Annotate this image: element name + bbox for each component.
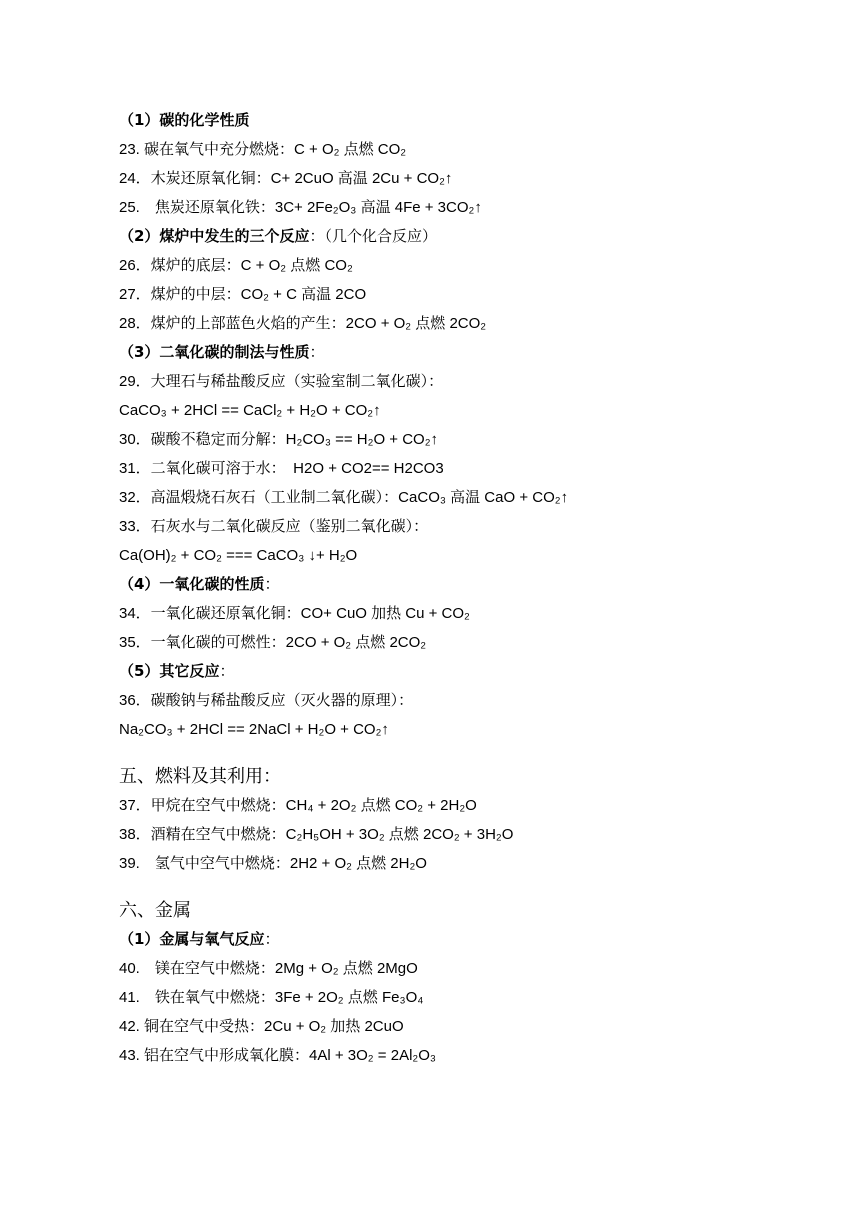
section-gap bbox=[119, 878, 819, 896]
equation-line: 23. 碳在氧气中充分燃烧：C + O₂ 点燃 CO₂ bbox=[119, 141, 407, 158]
subsection-title: （2）煤炉中发生的三个反应 bbox=[119, 227, 310, 245]
equation-line: 38．酒精在空气中燃烧：C₂H₅OH + 3O₂ 点燃 2CO₂ + 3H₂O bbox=[119, 826, 514, 843]
equation-line: 27．煤炉的中层：CO₂ + C 高温 2CO bbox=[119, 286, 367, 303]
subsection-note: ： bbox=[219, 662, 235, 680]
equation-line: 35．一氧化碳的可燃性：2CO + O₂ 点燃 2CO₂ bbox=[119, 634, 427, 651]
subsection-heading bbox=[119, 338, 819, 367]
equation-line: CaCO₃ + 2HCl == CaCl₂ + H₂O + CO₂↑ bbox=[119, 402, 381, 419]
equation-line: 26．煤炉的底层：C + O₂ 点燃 CO₂ bbox=[119, 257, 353, 274]
subsection-note: ：（几个化合反应） bbox=[309, 227, 437, 245]
document-page bbox=[119, 106, 819, 1070]
section-heading: 六、金属 bbox=[119, 900, 191, 921]
equation-line: 40. 镁在空气中燃烧：2Mg + O₂ 点燃 2MgO bbox=[119, 960, 418, 977]
section-gap bbox=[119, 744, 819, 762]
equation-line: 32．高温煅烧石灰石（工业制二氧化碳）：CaCO₃ 高温 CaO + CO₂↑ bbox=[119, 489, 569, 506]
subsection-note: ： bbox=[309, 343, 325, 361]
subsection-title: （5）其它反应 bbox=[119, 662, 220, 680]
section-heading: 五、燃料及其利用： bbox=[119, 766, 281, 787]
subsection-heading bbox=[119, 222, 819, 251]
subsection-heading bbox=[119, 925, 819, 954]
equation-line: 37．甲烷在空气中燃烧：CH₄ + 2O₂ 点燃 CO₂ + 2H₂O bbox=[119, 797, 477, 814]
equation-line: 39. 氢气中空气中燃烧：2H2 + O₂ 点燃 2H₂O bbox=[119, 855, 427, 872]
subsection-note: ： bbox=[264, 575, 280, 593]
equation-line: 34．一氧化碳还原氧化铜：CO+ CuO 加热 Cu + CO₂ bbox=[119, 605, 470, 622]
equation-line: 28．煤炉的上部蓝色火焰的产生：2CO + O₂ 点燃 2CO₂ bbox=[119, 315, 487, 332]
equation-line: Ca(OH)₂ + CO₂ === CaCO₃ ↓+ H₂O bbox=[119, 547, 358, 564]
equation-line: Na₂CO₃ + 2HCl == 2NaCl + H₂O + CO₂↑ bbox=[119, 721, 389, 738]
equation-line: 25. 焦炭还原氧化铁：3C+ 2Fe₂O₃ 高温 4Fe + 3CO₂↑ bbox=[119, 199, 482, 216]
subsection-heading bbox=[119, 657, 819, 686]
equation-line: 30．碳酸不稳定而分解：H₂CO₃ == H₂O + CO₂↑ bbox=[119, 431, 439, 448]
subsection-heading bbox=[119, 106, 819, 135]
subsection-title: （3）二氧化碳的制法与性质 bbox=[119, 343, 310, 361]
subsection-title: （1）金属与氧气反应 bbox=[119, 930, 265, 948]
equation-line: 24．木炭还原氧化铜：C+ 2CuO 高温 2Cu + CO₂↑ bbox=[119, 170, 453, 187]
subsection-note: ： bbox=[264, 930, 280, 948]
subsection-title: （1）碳的化学性质 bbox=[119, 111, 250, 129]
equation-line: 43. 铝在空气中形成氧化膜：4Al + 3O₂ = 2Al₂O₃ bbox=[119, 1047, 437, 1064]
equation-line: 41. 铁在氧气中燃烧：3Fe + 2O₂ 点燃 Fe₃O₄ bbox=[119, 989, 424, 1006]
subsection-heading bbox=[119, 570, 819, 599]
equation-line: 29．大理石与稀盐酸反应（实验室制二氧化碳）： bbox=[119, 373, 444, 390]
equation-line: 33．石灰水与二氧化碳反应（鉴别二氧化碳）： bbox=[119, 518, 429, 535]
equation-line: 36．碳酸钠与稀盐酸反应（灭火器的原理）： bbox=[119, 692, 414, 709]
equation-line: 42. 铜在空气中受热：2Cu + O₂ 加热 2CuO bbox=[119, 1018, 404, 1035]
equation-line: 31．二氧化碳可溶于水： H2O + CO2== H2CO3 bbox=[119, 460, 444, 477]
subsection-title: （4）一氧化碳的性质 bbox=[119, 575, 265, 593]
